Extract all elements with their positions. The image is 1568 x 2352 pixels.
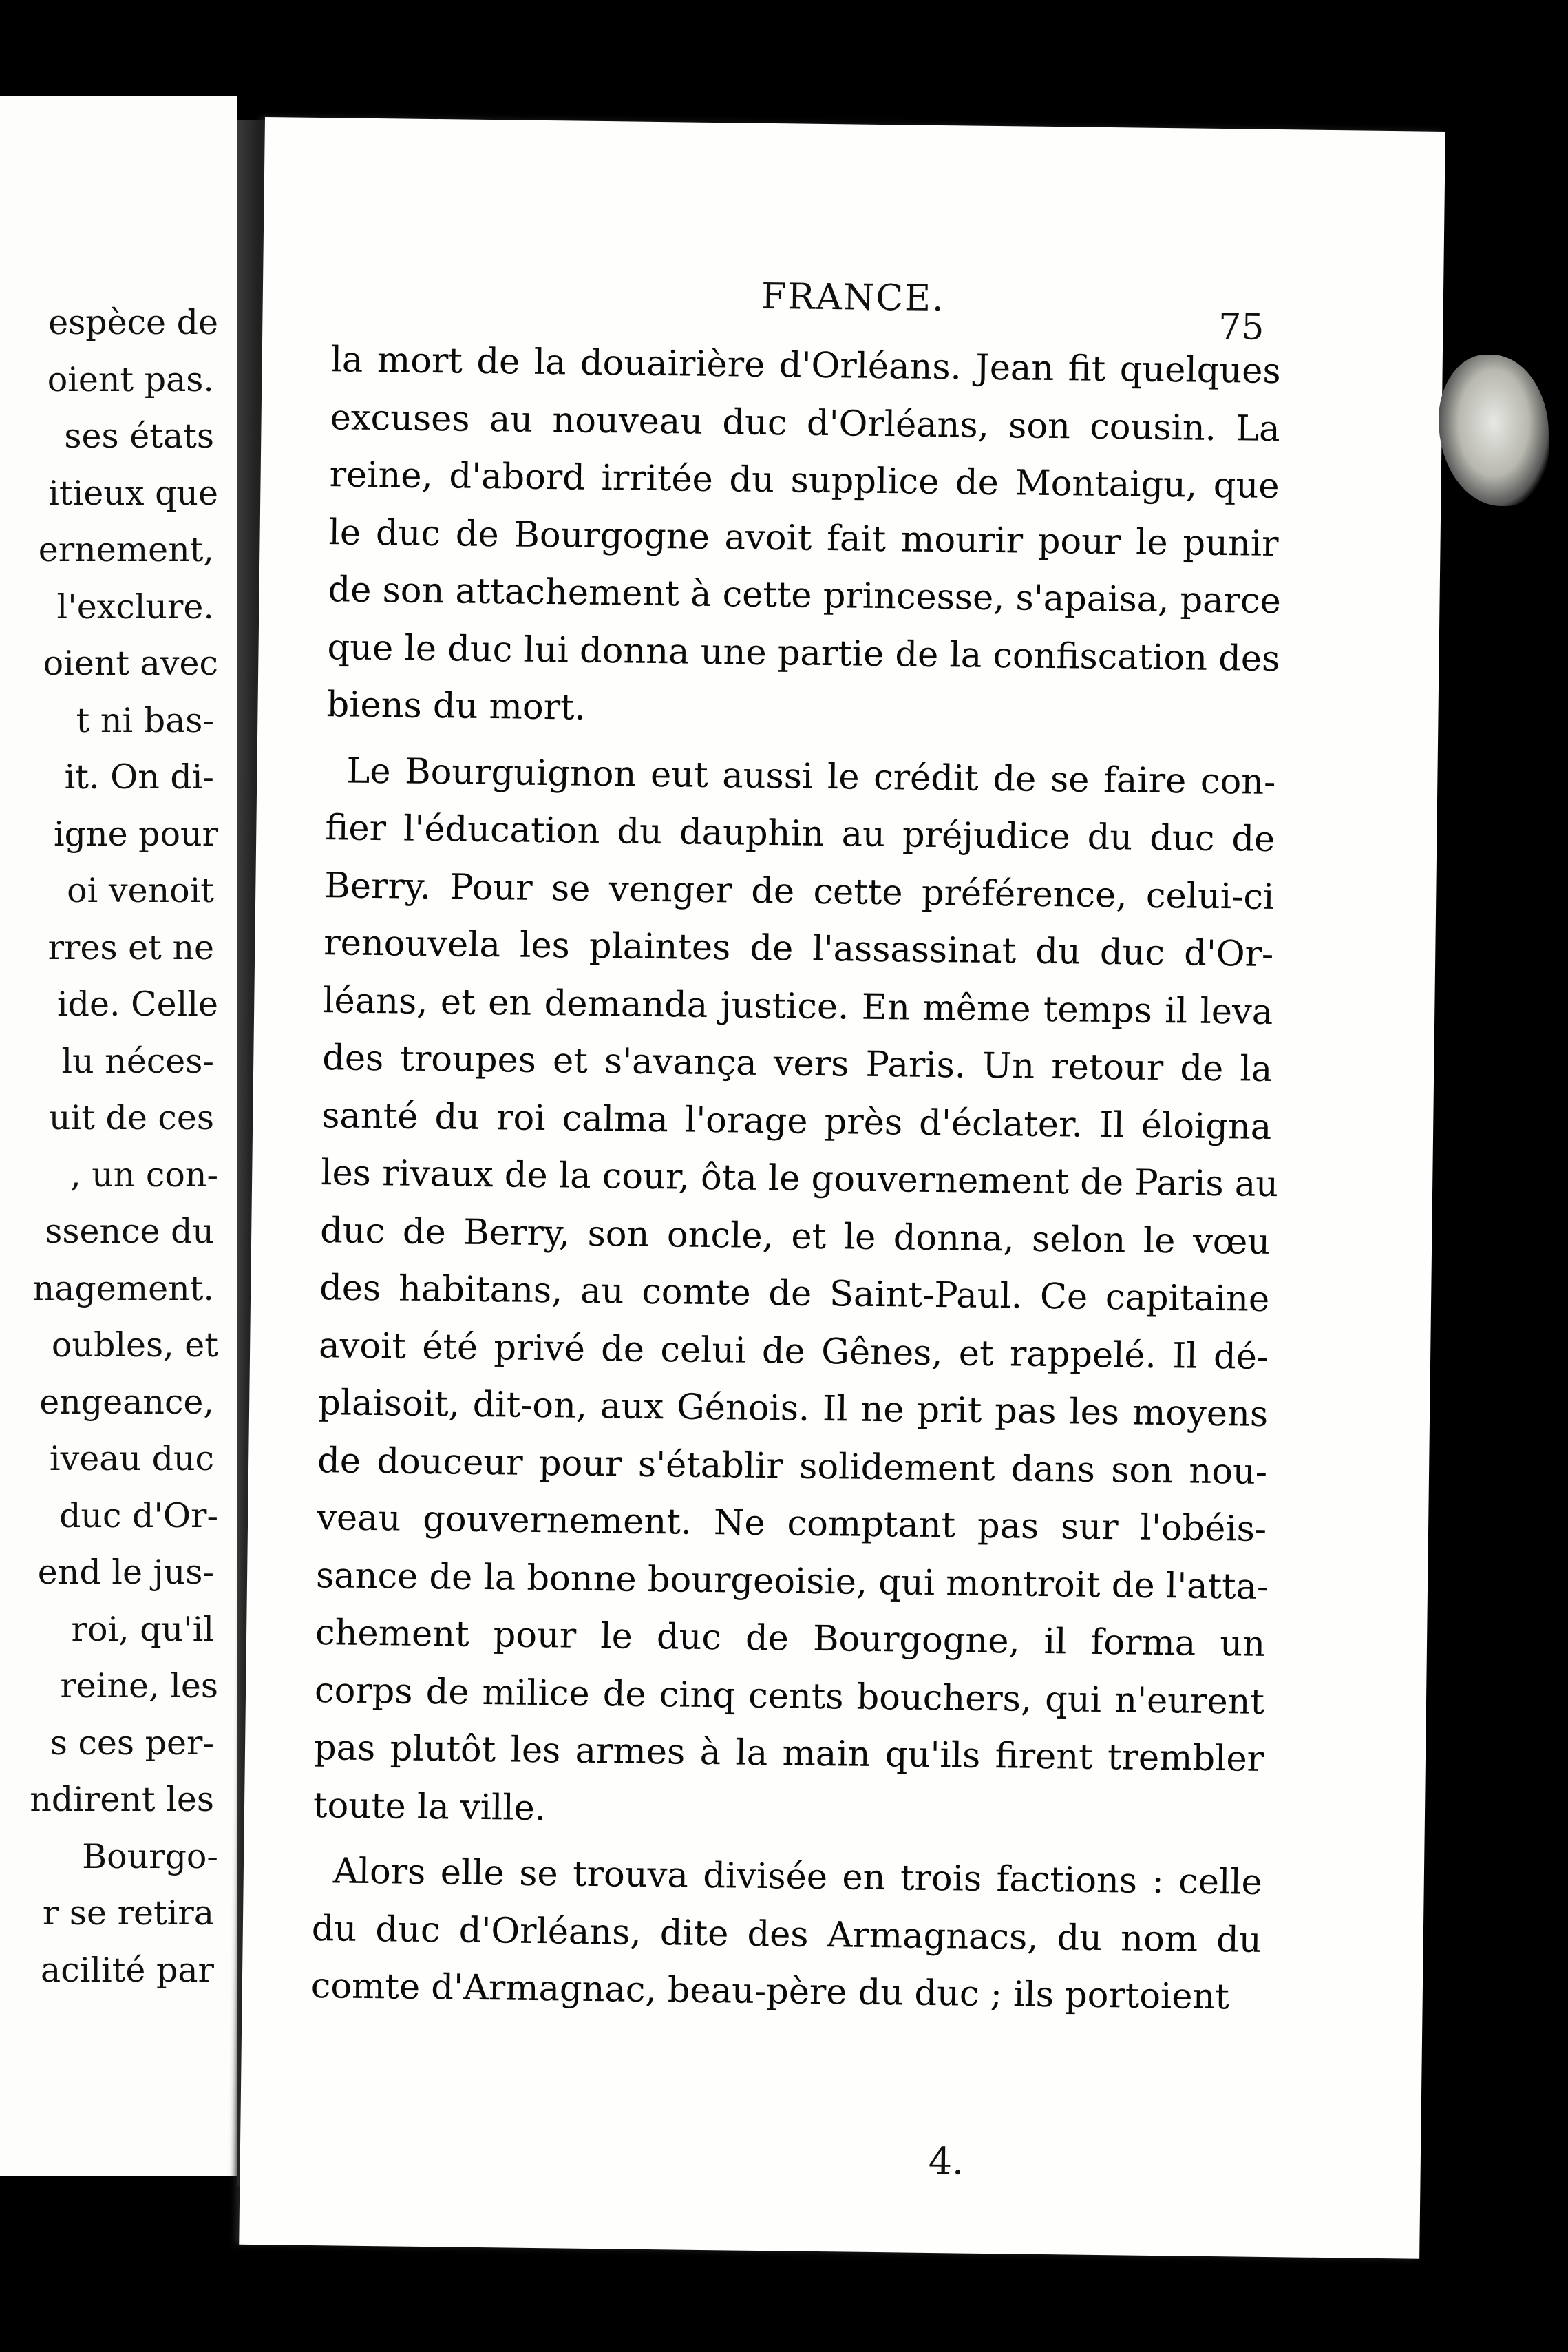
left-page-line: t ni bas-	[76, 700, 214, 740]
text-line: renouvela les plaintes de l'assassinat du duc d'Or-	[323, 923, 1274, 975]
left-page-line: Bourgo-	[82, 1836, 218, 1876]
left-page	[0, 96, 237, 2176]
left-page-line: rres et ne	[47, 927, 214, 967]
right-page	[239, 117, 1445, 2259]
left-page-line: iveau duc	[49, 1439, 214, 1478]
text-line: de douceur pour s'établir solidement dans son nou-	[317, 1440, 1268, 1493]
text-line: corps de milice de cinq cents bouchers, qui n'eurent	[314, 1670, 1265, 1723]
body-text	[310, 331, 1281, 2026]
paragraph	[326, 331, 1281, 745]
left-page-line: oient pas.	[47, 359, 214, 399]
left-page-line: espèce de	[48, 303, 218, 342]
paragraph	[310, 1842, 1262, 2026]
left-page-line: ndirent les	[30, 1780, 214, 1819]
text-line: avoit été privé de celui de Gênes, et rappelé. Il dé-	[318, 1325, 1269, 1378]
text-line: excuses au nouveau duc d'Orléans, son cousin. La	[330, 397, 1280, 450]
left-page-line: oubles, et	[51, 1325, 218, 1365]
text-line: plaisoit, dit-on, aux Génois. Il ne prit pas les moyens	[317, 1383, 1269, 1435]
left-page-line: r se retira	[42, 1893, 214, 1933]
text-line: Le Bourguignon eut aussi le crédit de se faire con-	[346, 750, 1276, 803]
torn-paper-fragment	[1439, 355, 1549, 506]
left-page-line: engeance,	[39, 1382, 214, 1422]
running-head: FRANCE.	[761, 275, 945, 320]
text-line: les rivaux de la cour, ôta le gouvernement de Paris au	[320, 1153, 1279, 1206]
left-page-line: uit de ces	[48, 1098, 214, 1137]
page-number: 75	[1218, 306, 1264, 348]
left-page-line: oient avec	[43, 644, 218, 683]
paragraph	[312, 742, 1279, 1846]
text-line: de son attachement à cette princesse, s'apaisa, parce	[328, 569, 1282, 622]
left-page-line: duc d'Or-	[59, 1495, 218, 1535]
text-line: veau gouvernement. Ne comptant pas sur l'obéis-	[316, 1498, 1267, 1550]
text-line: duc de Berry, son oncle, et le donna, selon le vœu	[319, 1210, 1271, 1263]
text-line: léans, et en demanda justice. En même temps il leva	[322, 980, 1273, 1033]
text-line: chement pour le duc de Bourgogne, il forma un	[315, 1613, 1266, 1665]
left-page-line: acilité par	[41, 1950, 214, 1990]
text-line: Berry. Pour se venger de cette préférence, celui-ci	[324, 865, 1275, 918]
text-line: que le duc lui donna une partie de la confiscation des	[327, 627, 1280, 680]
left-page-line: roi, qu'il	[71, 1609, 214, 1649]
text-line: biens du mort.	[326, 684, 586, 728]
text-line: reine, d'abord irritée du supplice de Montaigu, que	[329, 454, 1280, 507]
text-line: toute la ville.	[312, 1785, 547, 1829]
text-line: le duc de Bourgogne avoit fait mourir pour le punir	[328, 512, 1279, 565]
left-page-line: nagement.	[32, 1268, 214, 1308]
left-page-line: s ces per-	[50, 1723, 214, 1763]
left-page-line: ernement,	[38, 530, 214, 569]
text-line: Alors elle se trouva divisée en trois factions : celle	[332, 1851, 1263, 1903]
left-page-line: , un con-	[70, 1155, 218, 1195]
text-line: fier l'éducation du dauphin au préjudice du duc de	[325, 808, 1275, 861]
left-page-line: end le jus-	[37, 1553, 214, 1592]
left-page-line: ses états	[64, 417, 214, 456]
left-page-line: lu néces-	[61, 1041, 214, 1081]
left-page-line: ide. Celle	[56, 985, 218, 1024]
left-page-line: igne pour	[53, 814, 218, 854]
left-page-line: l'exclure.	[56, 587, 214, 627]
left-page-line: oi venoit	[67, 871, 214, 910]
text-line: santé du roi calma l'orage près d'éclater. Il éloigna	[321, 1095, 1272, 1148]
left-page-line: it. On di-	[64, 757, 214, 797]
text-line: du duc d'Orléans, dite des Armagnacs, du nom du	[311, 1908, 1262, 1961]
text-line: comte d'Armagnac, beau-père du duc ; ils portoient	[310, 1966, 1230, 2018]
left-page-line: itieux que	[48, 473, 218, 513]
text-line: pas plutôt les armes à la main qu'ils firent trembler	[313, 1728, 1264, 1780]
text-line: sance de la bonne bourgeoisie, qui montroit de l'atta-	[315, 1555, 1269, 1608]
text-line: des troupes et s'avança vers Paris. Un retour de la	[321, 1038, 1273, 1090]
text-line: des habitans, au comte de Saint-Paul. Ce capitaine	[319, 1268, 1270, 1320]
signature-mark: 4.	[928, 2139, 964, 2183]
left-page-line: ssence du	[45, 1212, 214, 1251]
left-page-line: reine, les	[60, 1666, 218, 1705]
text-line: la mort de la douairière d'Orléans. Jean fit quelques	[330, 339, 1281, 392]
